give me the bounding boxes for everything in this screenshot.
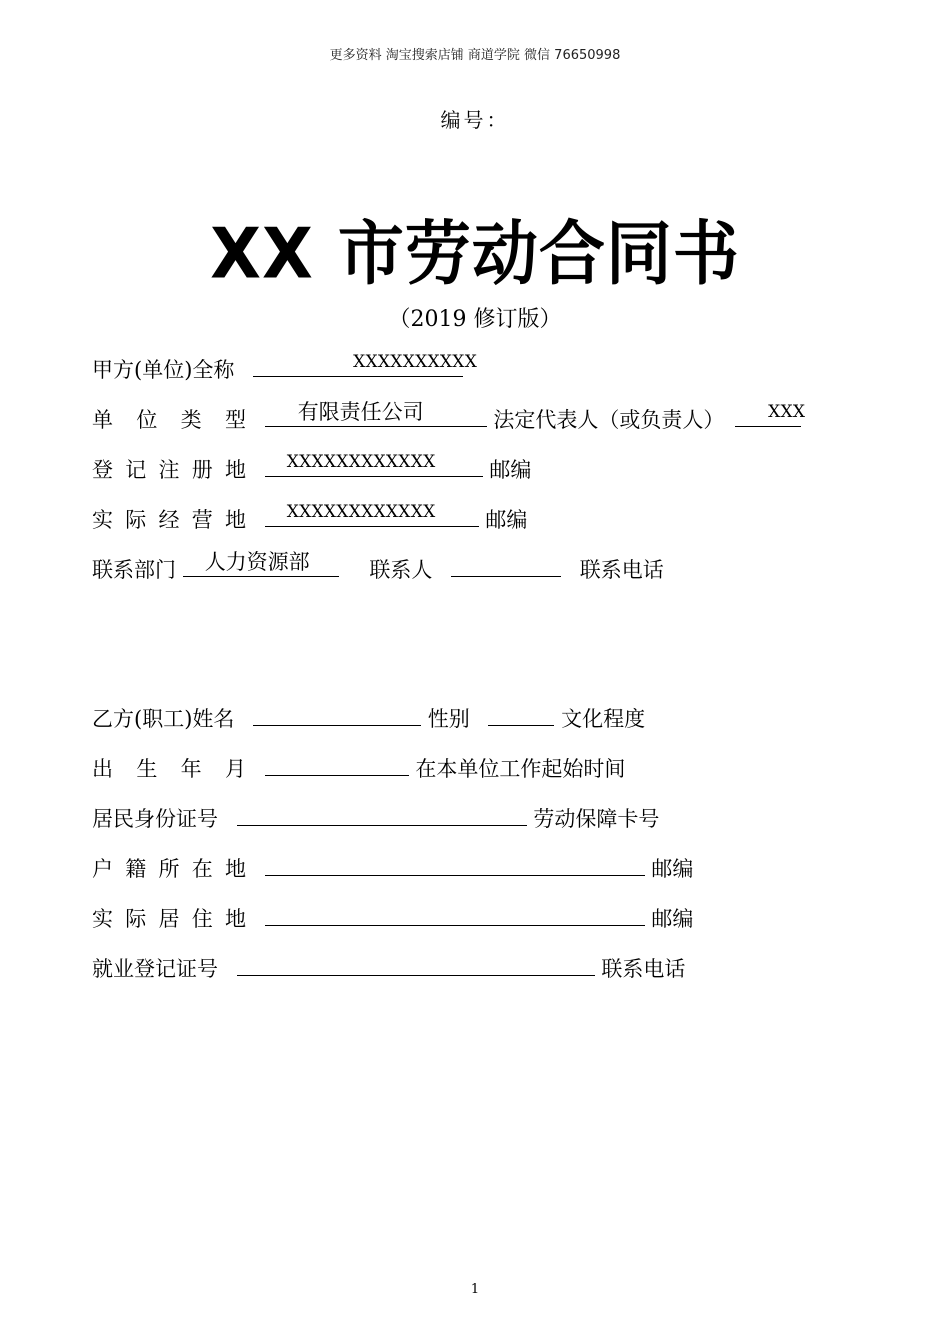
party-b-residence-row [92,901,693,933]
party-a-reg-field[interactable] [265,452,483,477]
party-a-phone-label: 联系电话 [579,558,664,582]
party-a-rep-value: XXX [768,402,806,422]
party-a-reg-postcode-label: 邮编 [489,458,532,482]
party-b-phone-label: 联系电话 [601,957,686,981]
party-a-name-row [92,352,478,384]
party-b-household-row [92,851,693,883]
party-a-contact-label: 联系人 [369,558,433,582]
party-a-name-label: 甲方(单位)全称 [92,358,235,382]
party-a-type-value: 有限责任公司 [297,400,424,424]
party-a-op-postcode-label: 邮编 [485,508,528,532]
party-b-name-field[interactable] [253,701,421,726]
party-b-employ-row [92,951,685,983]
party-a-op-label: 实 际 经 营 地 [92,508,246,532]
party-b-birth-label: 出 生 年 月 [92,757,246,781]
page-number: 1 [470,1282,480,1297]
party-b-household-field[interactable] [265,851,645,876]
party-b-employ-label: 就业登记证号 [92,957,218,981]
party-b-residence-label: 实 际 居 住 地 [92,907,246,931]
party-a-type-label: 单 位 类 型 [92,408,246,432]
party-a-rep-field[interactable] [735,402,806,427]
party-b-id-row [92,801,659,833]
party-a-contact-field[interactable] [451,552,561,577]
party-a-type-row [92,400,806,434]
party-b-name-label: 乙方(职工)姓名 [92,707,235,731]
party-b-edu-label: 文化程度 [561,707,646,731]
party-b-start-label: 在本单位工作起始时间 [415,757,626,781]
party-a-dept-label: 联系部门 [92,558,176,582]
party-a-reg-value: XXXXXXXXXXXX [286,452,436,472]
party-a-type-field[interactable] [265,402,487,427]
party-b-id-label: 居民身份证号 [92,807,218,831]
party-b-gender-field[interactable] [488,701,554,726]
party-a-dept-value: 人力资源部 [204,550,310,574]
party-a-op-row [92,502,527,534]
party-a-reg-label: 登 记 注 册 地 [92,458,246,482]
party-a-dept-row [92,552,664,584]
party-b-household-label: 户 籍 所 在 地 [92,857,246,881]
party-b-employ-field[interactable] [237,951,595,976]
party-b-gender-label: 性别 [427,707,470,731]
party-a-op-field[interactable] [265,502,479,527]
party-b-name-row [92,701,645,733]
header-note: 更多资料 淘宝搜索店铺 商道学院 微信 76650998 [329,48,621,63]
party-b-residence-field[interactable] [265,901,645,926]
party-a-name-field[interactable] [253,352,478,377]
party-b-birth-field[interactable] [265,751,409,776]
document-subtitle: （2019 修订版） [388,307,562,332]
party-b-id-field[interactable] [237,801,527,826]
document-title: XX 市劳动合同书 [210,213,740,295]
party-a-op-value: XXXXXXXXXXXX [286,502,436,522]
party-a-reg-row [92,452,531,484]
party-a-dept-field[interactable] [183,552,339,577]
party-b-household-postcode-label: 邮编 [651,857,694,881]
party-b-card-label: 劳动保障卡号 [533,807,660,831]
party-a-name-value: XXXXXXXXXX [353,352,478,372]
serial-number-label: 编号： [440,108,510,132]
party-b-birth-row [92,751,625,783]
party-b-residence-postcode-label: 邮编 [651,907,694,931]
party-a-rep-label: 法定代表人（或负责人） [493,408,725,432]
